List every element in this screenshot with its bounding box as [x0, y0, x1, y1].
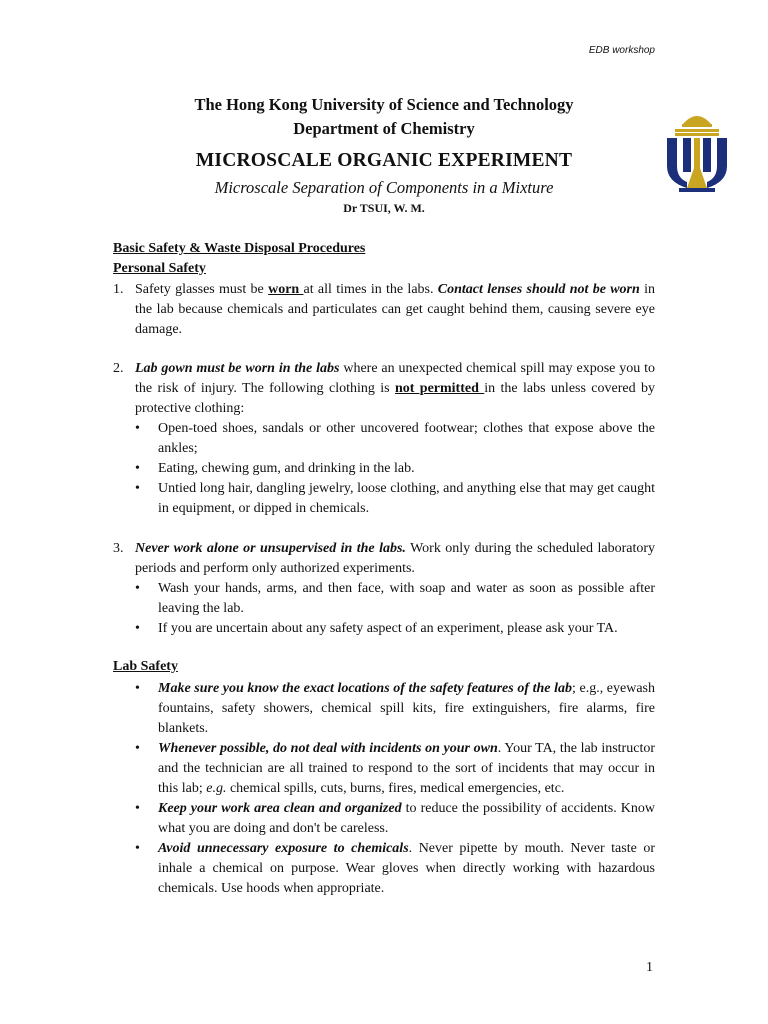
logo-bar-2 — [675, 133, 719, 136]
item-text: in the labs unless covered by protective clothing: — [135, 381, 655, 416]
emphasis-bold-italic: Avoid unnecessary exposure to chemicals — [158, 841, 409, 856]
author: Dr TSUI, W. M. — [343, 201, 425, 215]
list-item: • Open-toed shoes, sandals or other uncovered footwear; clothes that expose above the ankles; — [113, 419, 655, 459]
university-title: The Hong Kong University of Science and Technology — [194, 95, 574, 114]
logo-dome — [683, 116, 711, 124]
emphasis-bold-italic: Never work alone or unsupervised in the labs. — [135, 541, 406, 556]
item-text: . Never pipette by mouth. Never taste or inhale a chemical on purpose. Wear gloves when directly working with hazardous chemicals. Use hoods when appropriate. — [158, 841, 655, 896]
section-basic-safety: Basic Safety & Waste Disposal Procedures — [113, 241, 366, 256]
item-text: chemical spills, cuts, burns, fires, medical emergencies, etc. — [226, 781, 565, 796]
item-text: Work only during the scheduled laboratory periods and perform only authorized experiments. — [135, 541, 656, 576]
department-title: Department of Chemistry — [293, 119, 475, 138]
page-number: 1 — [646, 960, 653, 975]
hkust-logo-icon — [665, 108, 729, 194]
logo-bar-1 — [675, 129, 719, 132]
emphasis-bold-italic: Contact lenses should not be worn — [437, 282, 640, 297]
emphasis-bold-italic: Whenever possible, do not deal with incidents on your own — [158, 741, 498, 756]
item-number: 3. — [113, 541, 124, 556]
list-item: • Eating, chewing gum, and drinking in the lab. — [113, 459, 655, 479]
list-item: • Untied long hair, dangling jewelry, loose clothing, and anything else that may get caught in equipment, or dipped in chemicals. — [113, 479, 655, 519]
item-text: in the lab because chemicals and particulates can get caught behind them, causing severe eye damage. — [135, 282, 655, 337]
item-2-bullets — [113, 419, 655, 519]
list-item — [113, 839, 655, 899]
emphasis-bold-italic: Keep your work area clean and organized — [158, 801, 402, 816]
list-item: • If you are uncertain about any safety aspect of an experiment, please ask your TA. — [113, 619, 655, 639]
emphasis-bold-italic: Lab gown must be worn in the labs — [135, 361, 340, 376]
section-lab-safety: Lab Safety — [113, 659, 178, 674]
logo-pillar-right — [703, 138, 711, 172]
item-text: at all times in the labs. — [303, 282, 438, 297]
lab-safety-list — [113, 679, 655, 899]
item-text: ; e.g., eyewash fountains, safety showers, chemical spill kits, fire extinguishers, fire alarms, fire blankets. — [158, 681, 656, 736]
list-item — [113, 679, 655, 739]
emphasis-bold-italic: Make sure you know the exact locations of the safety features of the lab — [158, 681, 572, 696]
logo-pillar-left — [683, 138, 691, 172]
item-3 — [113, 539, 655, 639]
logo-dome-base — [682, 124, 712, 127]
section-personal-safety: Personal Safety — [113, 261, 206, 276]
item-text: . Your TA, the lab instructor and the technician are all trained to respond to the sort of incidents that may occur in this lab; — [158, 741, 655, 796]
logo-base — [679, 188, 715, 192]
list-item — [113, 799, 655, 839]
experiment-title: MICROSCALE ORGANIC EXPERIMENT — [195, 150, 573, 171]
item-number: 1. — [113, 282, 124, 297]
item-1 — [113, 280, 655, 340]
item-3-bullets — [113, 579, 655, 639]
item-2 — [113, 359, 655, 519]
header-tag: EDB workshop — [588, 45, 655, 56]
experiment-subtitle: Microscale Separation of Components in a Mixture — [214, 178, 554, 197]
item-text: where an unexpected chemical spill may expose you to the risk of injury. The following clothing is — [135, 361, 655, 396]
list-item: • Wash your hands, arms, and then face, with soap and water as soon as possible after leaving the lab. — [113, 579, 655, 619]
item-text: Safety glasses must be — [135, 282, 269, 297]
item-text: to reduce the possibility of accidents. Know what you are doing and don't be careless. — [158, 801, 655, 836]
emphasis-italic: e.g. — [206, 781, 227, 796]
list-item — [113, 739, 655, 799]
item-number: 2. — [113, 361, 124, 376]
emphasis-underline: not permitted — [394, 381, 485, 396]
emphasis-underline: worn — [268, 282, 304, 297]
